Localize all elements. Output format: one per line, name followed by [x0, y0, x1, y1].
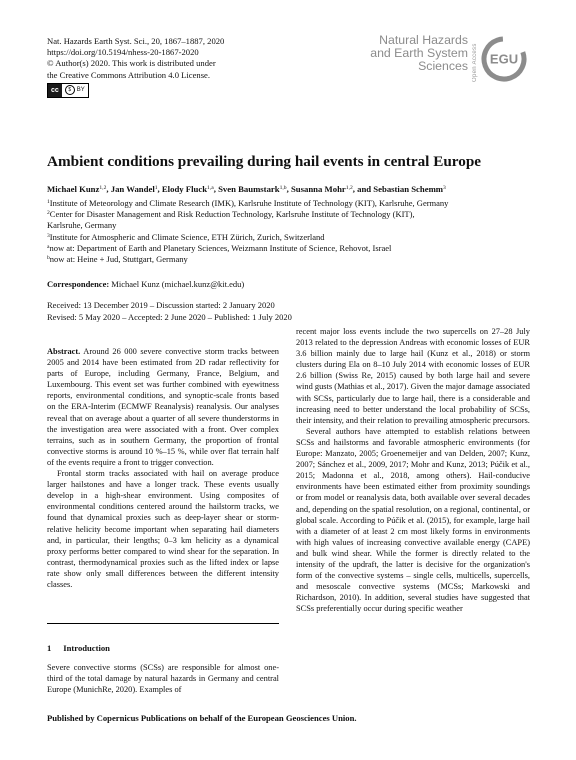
- affiliation-text: Karlsruhe, Germany: [47, 220, 117, 231]
- affiliation-marker: b: [47, 255, 50, 262]
- cc-logo-label: cc: [48, 84, 62, 97]
- affiliation-text: Institute of Meteorology and Climate Research (IMK), Karlsruhe Institute of Technology (KIT), Karlsruhe, Germany: [49, 198, 449, 208]
- publisher-footer: Published by Copernicus Publications on behalf of the European Geosciences Union.: [47, 713, 357, 723]
- author-separator: ,: [157, 184, 162, 194]
- journal-citation: Nat. Hazards Earth Syst. Sci., 20, 1867–1887, 2020: [47, 36, 225, 46]
- section-heading-introduction: [47, 643, 122, 653]
- affiliation-list: [47, 198, 448, 265]
- author-name: Sebastian Schemm: [373, 184, 444, 194]
- abstract-paragraph-1: [47, 346, 279, 468]
- correspondence-text: Michael Kunz (michael.kunz@kit.edu): [109, 279, 245, 289]
- affiliation-line: [47, 254, 448, 265]
- section-divider: [47, 623, 279, 624]
- abstract: [47, 346, 279, 590]
- header-citation-block: [47, 36, 224, 98]
- affiliation-line: [47, 243, 448, 254]
- author-name: Elody Fluck: [161, 184, 208, 194]
- journal-name-line-3: Sciences: [418, 59, 468, 74]
- license-line: the Creative Commons Attribution 4.0 License.: [47, 69, 211, 80]
- body-paragraph-2: Several authors have attempted to establish relations between SCSs and hailstorms and favorable atmospheric environments (for Europe: Manzato, 2005; Groenemeijer and van Delden, 2007; Kunz, 2007; Sánchez et al., 2009, 2017; Mohr and Kunz, 2013; Púčik et al., 2015; Madonna et al., 2018, among others). Hail-conducive environments have been estimated either from proximity soundings or from model or reanalysis data, both available over several decades and, depending on the spatial resolution, on a regional, continental, or global scale. According to Púčik et al. (2015), for example, large hail with a diameter of at least 2 cm most likely forms in environments with high values of increasing convective available energy (CAPE) and bulk wind shear. While the former is directly related to the intensity of the updraft, the latter is decisive for the organization's form of the convective systems – single cells, multicells, supercells, and mesoscale convective systems (MCSs; Markowski and Richardson, 2010). In addition, several studies have suggested that SCSs preferentially occur during specific weather: [296, 426, 530, 614]
- affiliation-text: Institute for Atmospheric and Climate Science, ETH Zürich, Zurich, Switzerland: [49, 231, 325, 242]
- affiliation-marker: a: [47, 243, 50, 250]
- author-affiliation-marker: 1,2: [99, 185, 107, 191]
- author-affiliation-marker: 1,a: [207, 185, 214, 191]
- attribution-icon: $: [65, 85, 75, 95]
- affiliation-text: now at: Department of Earth and Planetary Sciences, Weizmann Institute of Science, Rehovot, Israel: [49, 242, 392, 253]
- doi-link[interactable]: https://doi.org/10.5194/nhess-20-1867-2020: [47, 47, 199, 58]
- publication-dates: [47, 300, 292, 323]
- author-affiliation-marker: 1: [154, 185, 158, 191]
- author-separator: , and: [352, 184, 374, 194]
- section-title: Introduction: [63, 643, 110, 653]
- egu-logo-text: EGU: [489, 51, 519, 67]
- paper-title: Ambient conditions prevailing during hail events in central Europe: [47, 153, 482, 170]
- author-name: Jan Wandel: [110, 184, 155, 194]
- section-number: 1: [47, 643, 52, 653]
- copyright-line: © Author(s) 2020. This work is distributed under: [47, 58, 216, 69]
- abstract-paragraph-2: Frontal storm tracks associated with hail on average produce larger hailstones and have a longer track. These events usually develop in a high-shear environment. Using composites of environmental conditions centered around the hailstorm tracks, we found that dynamical proxies such as deep-layer shear or storm-relative helicity become important when separating hail diameters and, in particular, their lengths; 0–3 km helicity as a dynamical proxy performs better compared to wind shear for the separation. In contrast, thermodynamical proxies such as the lifted index or lapse rate show only small differences between the different intensity classes.: [47, 469, 279, 589]
- journal-name-line-1: Natural Hazards: [379, 33, 468, 47]
- correspondence: [47, 279, 244, 289]
- abstract-text-1: Around 26 000 severe convective storm tracks between 2005 and 2014 have been estimated from 2D radar reflectivity for parts of Europe, including Germany, France, Belgium, and Luxembourg. This event set was further combined with eyewitness reports, environmental conditions, and synoptic-scale fronts based on the ERA-Interim (ECMWF Reanalysis) reanalysis. Our analyses reveal that on average about a quarter of all severe thunderstorms in the investigation area were associated with a front. Over complex terrains, such as in southern Germany, the proportion of frontal convective storms is around 10 %–15 %, while over flat terrain half of the events require a front to trigger convection.: [47, 347, 279, 467]
- journal-name-line-2: and Earth System: [370, 46, 468, 61]
- affiliation-marker: 1: [47, 199, 50, 205]
- author-separator: ,: [106, 184, 111, 194]
- author-affiliation-marker: 3: [443, 185, 446, 191]
- author-separator: ,: [213, 184, 219, 194]
- author-list: [47, 184, 446, 194]
- dates-line-1: Received: 13 December 2019 – Discussion started: 2 January 2020: [47, 300, 275, 310]
- affiliation-text: now at: Heine + Jud, Stuttgart, Germany: [49, 254, 188, 265]
- cc-badge-marks: [62, 85, 88, 95]
- abstract-label: Abstract.: [47, 347, 81, 356]
- affiliation-marker: 3: [47, 232, 50, 239]
- journal-name: [370, 34, 468, 74]
- introduction-paragraph: Severe convective storms (SCSs) are responsible for almost one-third of the total damage by natural hazards in Germany and central Europe (MunichRe, 2020). Examples of: [47, 663, 279, 695]
- affiliation-marker: 2: [47, 210, 50, 217]
- author-name: Sven Baumstark: [218, 184, 280, 194]
- author-affiliation-marker: 1,2: [345, 185, 353, 191]
- open-access-label: Open Access: [472, 43, 478, 82]
- correspondence-label: Correspondence:: [47, 279, 110, 289]
- affiliation-line: [47, 220, 448, 231]
- right-column: [296, 326, 530, 614]
- affiliation-line: [47, 209, 448, 220]
- dates-line-2: Revised: 5 May 2020 – Accepted: 2 June 2020 – Published: 1 July 2020: [47, 311, 292, 322]
- affiliation-line: [47, 232, 448, 243]
- egu-logo-icon: [481, 36, 527, 82]
- affiliation-line: [47, 198, 448, 209]
- author-name: Michael Kunz: [47, 184, 100, 194]
- by-icon: BY: [76, 87, 85, 94]
- cc-license-badge[interactable]: [47, 83, 89, 98]
- author-affiliation-marker: 1,b: [279, 185, 287, 191]
- author-separator: ,: [286, 184, 291, 194]
- affiliation-text: Center for Disaster Management and Risk Reduction Technology, Karlsruhe Institute of Technology (KIT),: [49, 209, 415, 220]
- body-paragraph-1: recent major loss events include the two supercells on 27–28 July 2013 related to the depression Andreas with economic losses of EUR 3.6 billion mainly due to large hail (Kunz et al., 2018) or storm clusters during Ela on 8–10 July 2014 with economic losses of EUR 2.6 billion (Swiss Re, 2015) caused by both large hail and severe wind gusts (Mathias et al., 2017). Given the major damage associated with SCSs, particularly due to large hail, there is a considerable and increasing need to better understand the local probability of SCSs, their intensity, and their relation to prevailing atmospheric precursors.: [296, 327, 530, 425]
- author-name: Susanna Mohr: [290, 184, 346, 194]
